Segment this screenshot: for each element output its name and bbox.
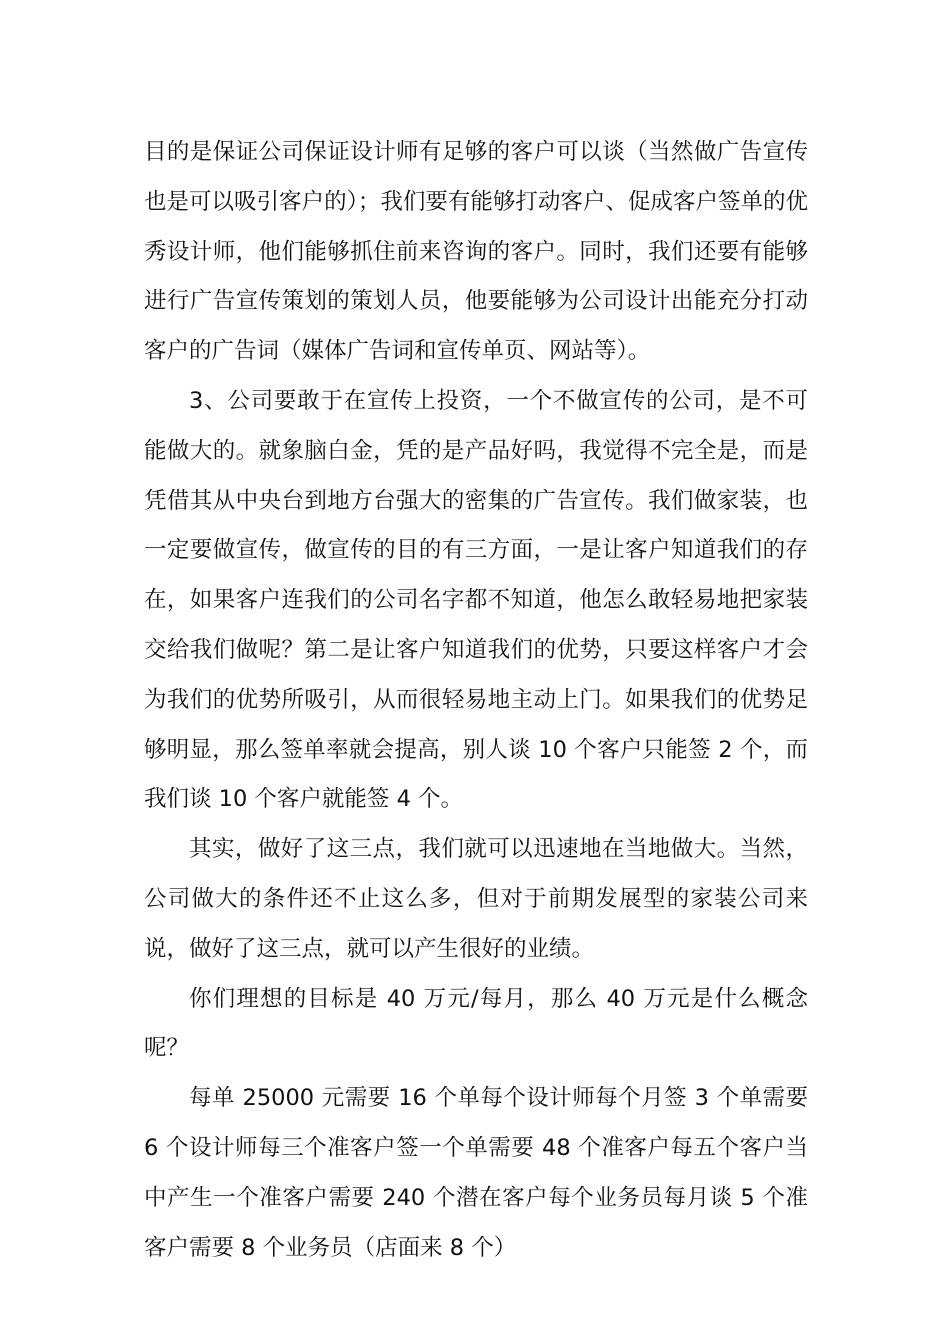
paragraph-1: 目的是保证公司保证设计师有足够的客户可以谈（当然做广告宣传也是可以吸引客户的）；我们要有能够打动客户、促成客户签单的优秀设计师，他们能够抓住前来咨询的客户。同时，我们还要有能够进行广告宣传策划的策划人员，他要能够为公司设计出能充分打动客户的广告词（媒体广告词和宣传单页、网站等）。 bbox=[144, 139, 808, 365]
paragraph-2: 3、公司要敢于在宣传上投资，一个不做宣传的公司，是不可能做大的。就象脑白金，凭的是产品好吗，我觉得不完全是，而是凭借其从中央台到地方台强大的密集的广告宣传。我们做家装，也一定要做宣传，做宣传的目的有三方面，一是让客户知道我们的存在，如果客户连我们的公司名字都不知道，他怎么敢轻易地把家装交给我们做呢？第二是让客户知道我们的优势，只要这样客户才会为我们的优势所吸引，从而很轻易地主动上门。如果我们的优势足够明显，那么签单率就会提高，别人谈 10 个客户只能签 2 个，而我们谈 10 个客户就能签 4 个。 bbox=[144, 387, 808, 813]
paragraph-3: 其实，做好了这三点，我们就可以迅速地在当地做大。当然，公司做大的条件还不止这么多，但对于前期发展型的家装公司来说，做好了这三点，就可以产生很好的业绩。 bbox=[144, 836, 808, 962]
paragraph-5: 每单 25000 元需要 16 个单每个设计师每个月签 3 个单需要 6 个设计师每三个准客户签一个单需要 48 个准客户每五个客户当中产生一个准客户需要 240 个潜在客户每个业务员每月谈 5 个准客户需要 8 个业务员（店面来 8 个） bbox=[144, 1085, 808, 1261]
document-body bbox=[144, 128, 808, 1273]
paragraph-4: 你们理想的目标是 40 万元/每月，那么 40 万元是什么概念呢？ bbox=[144, 985, 808, 1062]
